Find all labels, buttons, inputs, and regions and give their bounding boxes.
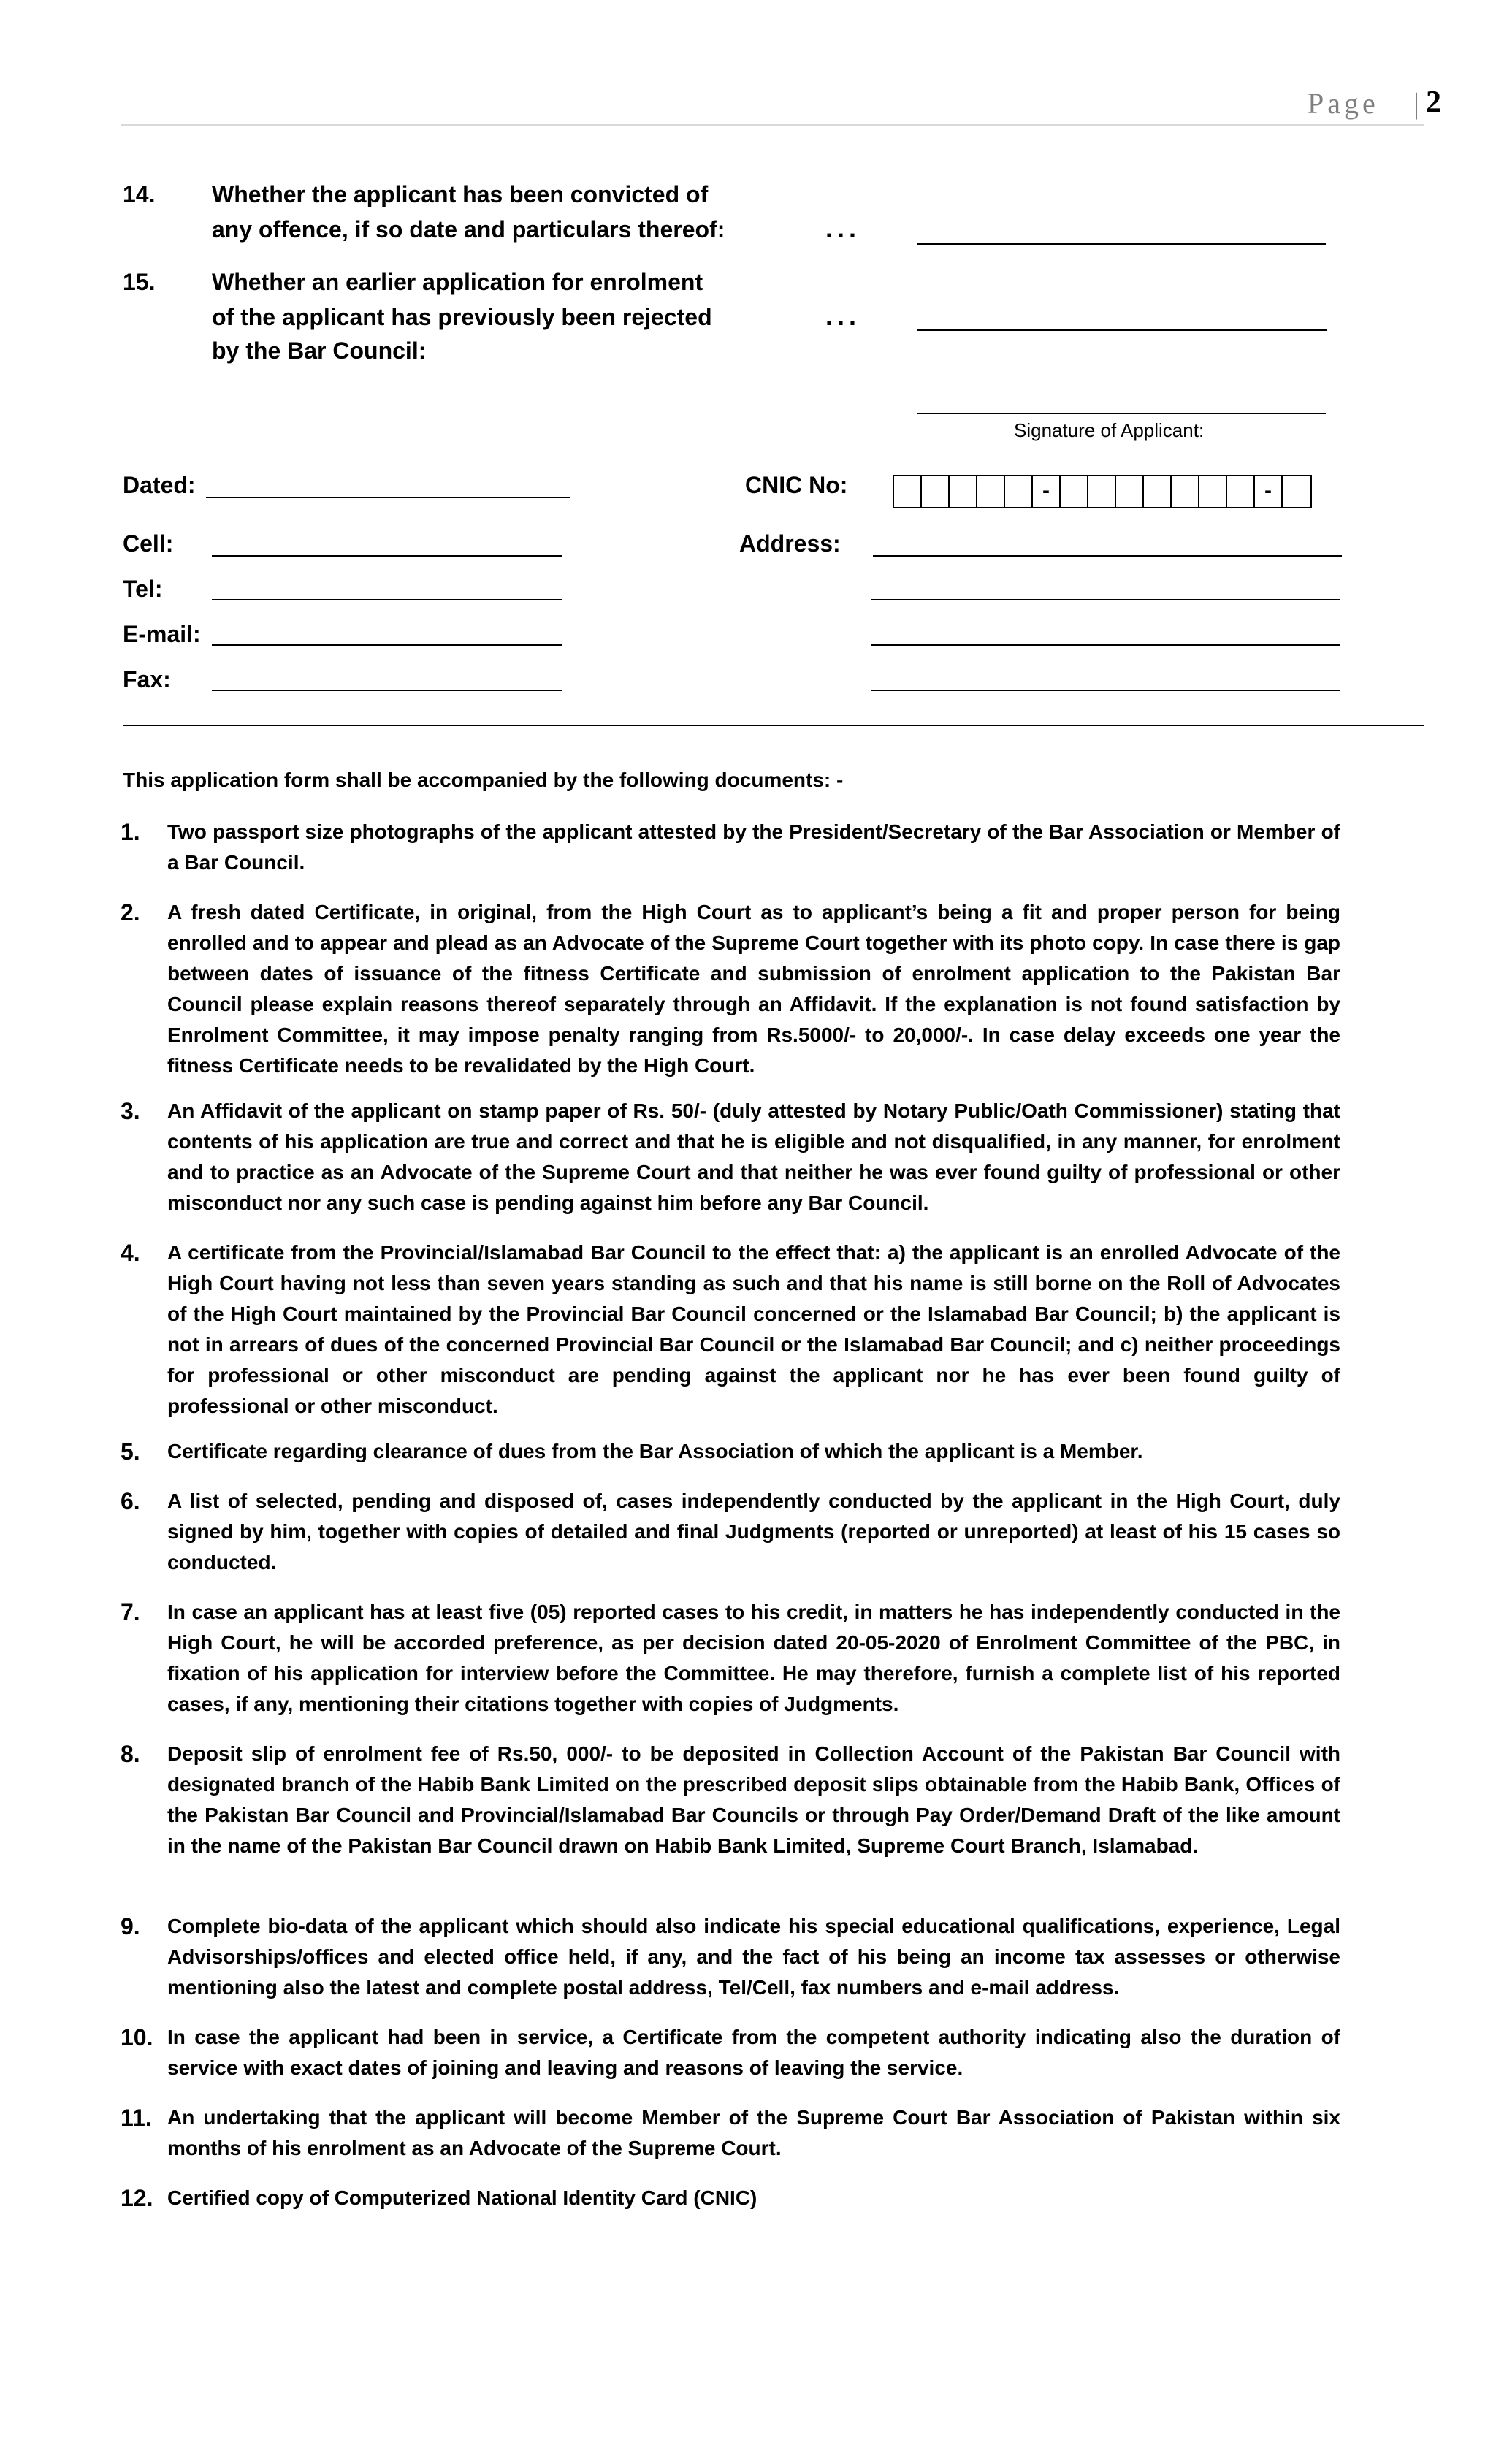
cnic-digit-box[interactable] — [894, 476, 922, 507]
address-field-line-4[interactable] — [871, 690, 1340, 691]
cnic-label: CNIC No: — [745, 472, 848, 498]
page-number: 2 — [1426, 85, 1441, 119]
signature-field[interactable] — [917, 413, 1326, 414]
cnic-digit-box[interactable] — [1172, 476, 1199, 507]
list-item-text: In case an applicant has at least five (05) reported cases to his credit, in matters he has independently conducted in the High Court, he will be accorded preference, as per decision dated 20-05-2020 of Enrolment Committee of the PBC, in fixation of his application for interview before the Committee. He may therefore, furnish a complete list of his reported cases, if any, mentioning their citations together with copies of Judgments. — [167, 1601, 1340, 1715]
list-item-text: In case the applicant had been in service, a Certificate from the competent authority indicating also the duration of service with exact dates of joining and leaving and reasons of leaving the service. — [167, 2026, 1340, 2079]
list-item-text: An undertaking that the applicant will become Member of the Supreme Court Bar Association of Pakistan within six months of his enrolment as an Advocate of the Supreme Court. — [167, 2106, 1340, 2159]
list-item — [121, 1436, 1340, 1467]
list-item-text: Complete bio-data of the applicant which should also indicate his special educational qualifications, experience, Legal Advisorships/offices and elected office held, if any, and the fact of his being an income tax assesses or otherwise mentioning also the latest and complete postal address, Tel/Cell, fax numbers and e-mail address. — [167, 1915, 1340, 1999]
list-item — [121, 2183, 1340, 2213]
cnic-separator: - — [1255, 476, 1283, 507]
list-item-number: 5. — [121, 1438, 140, 1465]
list-item-number: 4. — [121, 1240, 140, 1266]
question-14-answer-field[interactable] — [917, 243, 1326, 245]
list-item-number: 10. — [121, 2024, 153, 2051]
cnic-digit-box[interactable] — [950, 476, 977, 507]
cnic-digit-box[interactable] — [1116, 476, 1144, 507]
list-item-text: An Affidavit of the applicant on stamp paper of Rs. 50/- (duly attested by Notary Public/Oath Commissioner) stating that contents of his application are true and correct and that he is eligible and not disqualified, in any manner, for enrolment and to practice as an Advocate of the Supreme Court and that neither he was ever found guilty of professional or other misconduct nor any such case is pending against him before any Bar Council. — [167, 1099, 1340, 1214]
cnic-input-boxes[interactable] — [893, 475, 1312, 508]
list-item-number: 1. — [121, 819, 140, 845]
address-field-line-2[interactable] — [871, 599, 1340, 600]
question-14-number: 14. — [123, 181, 156, 207]
list-item-text: A list of selected, pending and disposed of, cases independently conducted by the applicant in the High Court, duly signed by him, together with copies of detailed and final Judgments (reported or unreported) at least of his 15 cases so conducted. — [167, 1490, 1340, 1574]
question-15-number: 15. — [123, 269, 156, 295]
address-field-line-1[interactable] — [873, 555, 1342, 557]
question-14-line-1: Whether the applicant has been convicted of — [212, 181, 709, 207]
list-item — [121, 2102, 1340, 2164]
question-15-dots: ... — [825, 301, 861, 331]
cnic-digit-box[interactable] — [1088, 476, 1116, 507]
address-field-line-3[interactable] — [871, 644, 1340, 646]
list-item — [121, 1237, 1340, 1422]
cnic-separator: - — [1033, 476, 1061, 507]
header-rule — [121, 124, 1424, 126]
list-item — [121, 897, 1340, 1081]
question-15-answer-field[interactable] — [917, 329, 1327, 331]
dated-field[interactable] — [206, 497, 570, 498]
list-item-number: 3. — [121, 1098, 140, 1124]
list-item-number: 8. — [121, 1741, 140, 1767]
question-15-line-1: Whether an earlier application for enrolment — [212, 269, 703, 295]
fax-field[interactable] — [212, 690, 562, 691]
section-divider — [123, 725, 1424, 726]
list-item-text: Certified copy of Computerized National Identity Card (CNIC) — [167, 2186, 757, 2209]
cnic-digit-box[interactable] — [977, 476, 1005, 507]
cell-label: Cell: — [123, 530, 174, 557]
cnic-digit-box[interactable] — [1061, 476, 1088, 507]
list-item-number: 11. — [121, 2105, 152, 2131]
cnic-digit-box[interactable] — [1283, 476, 1310, 507]
cnic-digit-box[interactable] — [1227, 476, 1255, 507]
list-item — [121, 1739, 1340, 1861]
page-label: Page — [1308, 87, 1379, 120]
tel-field[interactable] — [212, 599, 562, 600]
list-item-number: 6. — [121, 1488, 140, 1514]
list-item — [121, 817, 1340, 878]
signature-label: Signature of Applicant: — [1014, 419, 1205, 441]
list-item — [121, 2022, 1340, 2083]
fax-label: Fax: — [123, 666, 171, 693]
email-label: E-mail: — [123, 621, 201, 647]
list-item-text: A fresh dated Certificate, in original, from the High Court as to applicant’s being a fit and proper person for being enrolled and to appear and plead as an Advocate of the Supreme Court together with its photo copy. In case there is gap between dates of issuance of the fitness Certificate and submission of enrolment application to the Pakistan Bar Council please explain reasons thereof separately through an Affidavit. If the explanation is not found satisfaction by Enrolment Committee, it may impose penalty ranging from Rs.5000/- to 20,000/-. In case delay exceeds one year the fitness Certificate needs to be revalidated by the High Court. — [167, 901, 1340, 1077]
cnic-digit-box[interactable] — [1005, 476, 1033, 507]
address-label: Address: — [739, 530, 841, 557]
cnic-digit-box[interactable] — [922, 476, 950, 507]
list-item-number: 2. — [121, 899, 140, 926]
list-item-number: 9. — [121, 1913, 140, 1939]
list-item-text: Certificate regarding clearance of dues from the Bar Association of which the applicant is a Member. — [167, 1440, 1143, 1462]
dated-label: Dated: — [123, 472, 196, 498]
question-14-dots: ... — [825, 213, 861, 243]
cnic-digit-box[interactable] — [1199, 476, 1227, 507]
question-15-line-3: by the Bar Council: — [212, 337, 427, 364]
email-field[interactable] — [212, 644, 562, 646]
cnic-digit-box[interactable] — [1144, 476, 1172, 507]
page-separator: | — [1413, 87, 1420, 120]
question-14-line-2: any offence, if so date and particulars thereof: — [212, 216, 725, 243]
question-15-line-2: of the applicant has previously been rejected — [212, 304, 712, 330]
documents-intro: This application form shall be accompanied by the following documents: - — [123, 768, 844, 791]
tel-label: Tel: — [123, 576, 163, 602]
cell-field[interactable] — [212, 555, 562, 557]
list-item-text: Two passport size photographs of the applicant attested by the President/Secretary of the Bar Association or Member of a Bar Council. — [167, 820, 1340, 874]
list-item — [121, 1911, 1340, 2003]
list-item-text: A certificate from the Provincial/Islamabad Bar Council to the effect that: a) the applicant is an enrolled Advocate of the High Court having not less than seven years standing as such and that his name is still borne on the Roll of Advocates of the High Court maintained by the Provincial Bar Council concerned or the Islamabad Bar Council; b) the applicant is not in arrears of dues of the concerned Provincial Bar Council or the Islamabad Bar Council; and c) neither proceedings for professional or other misconduct are pending against the applicant nor he has ever been found guilty of professional or other misconduct. — [167, 1241, 1340, 1417]
list-item — [121, 1597, 1340, 1720]
list-item — [121, 1096, 1340, 1218]
list-item-number: 12. — [121, 2185, 153, 2211]
list-item-text: Deposit slip of enrolment fee of Rs.50, 000/- to be deposited in Collection Account of the Pakistan Bar Council with designated branch of the Habib Bank Limited on the prescribed deposit slips obtainable from the Habib Bank, Offices of the Pakistan Bar Council and Provincial/Islamabad Bar Councils or through Pay Order/Demand Draft of the like amount in the name of the Pakistan Bar Council drawn on Habib Bank Limited, Supreme Court Branch, Islamabad. — [167, 1742, 1340, 1857]
list-item-number: 7. — [121, 1599, 140, 1625]
list-item — [121, 1486, 1340, 1578]
